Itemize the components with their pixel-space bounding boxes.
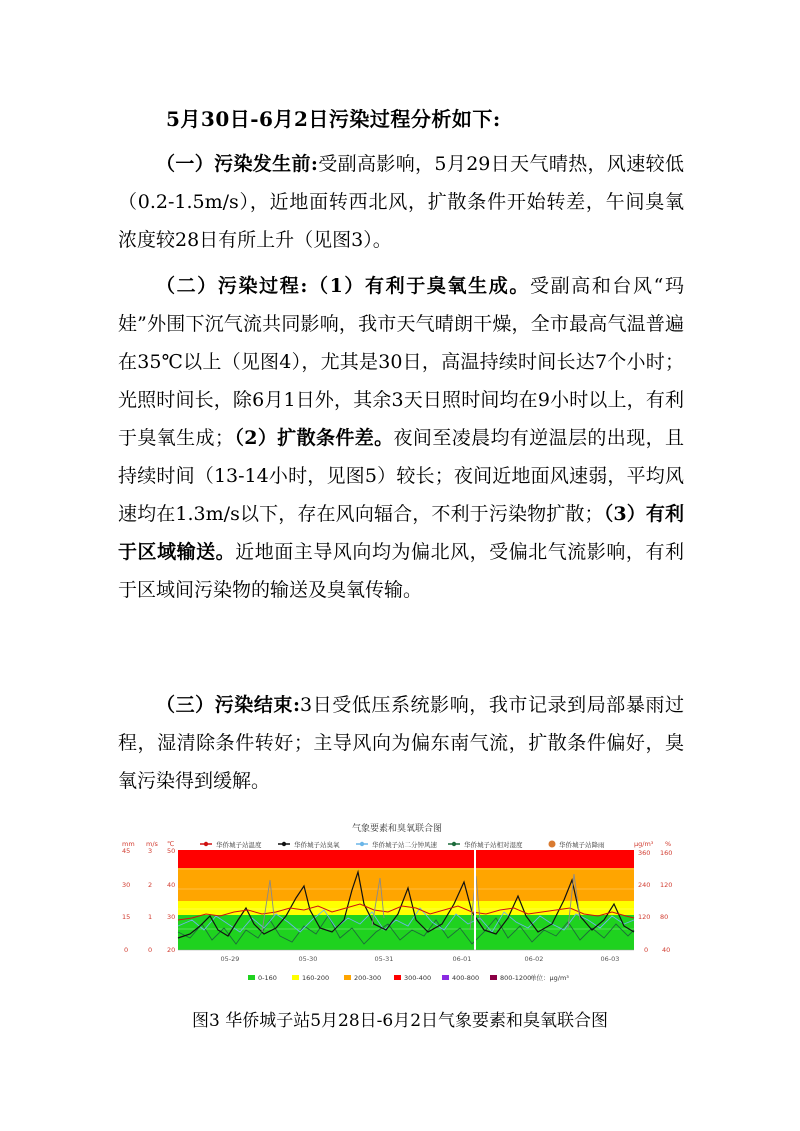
chart-title: 气象要素和臭氧联合图 xyxy=(351,824,443,834)
tick-label: 20 xyxy=(167,946,176,954)
band-legend-label: 160-200 xyxy=(302,974,330,982)
tick-label: 2 xyxy=(148,881,153,889)
band-legend xyxy=(248,973,569,982)
subpoint-text: 夜间至凌晨均有逆温层的出现，且持续时间（13-14小时，见图5）较长；夜间近地面风速弱，平均风速均在1.3m/s以下，存在风向辐合，不利于污染物扩散； xyxy=(118,427,684,525)
legend-wind xyxy=(356,840,438,849)
legend-label: 华侨城子站二分钟风速 xyxy=(372,841,437,849)
tick-label: 360 xyxy=(638,849,651,857)
subpoint-label: （1）有利于臭氧生成。 xyxy=(307,275,530,297)
tick-label: 30 xyxy=(122,881,131,889)
band-legend-label: 800-1200 xyxy=(500,974,532,982)
figure-caption: 图3 华侨城子站5月28日-6月2日气象要素和臭氧联合图 xyxy=(191,1011,609,1031)
band-legend-label: 0-160 xyxy=(258,974,277,982)
band-legend-label: 300-400 xyxy=(404,974,432,982)
tick-label: 0 xyxy=(124,946,129,954)
chart-svg xyxy=(112,820,682,992)
x-tick-label: 05-29 xyxy=(220,955,240,963)
unit-label: % xyxy=(665,840,672,848)
band-legend-label: 400-800 xyxy=(452,974,480,982)
x-tick-label: 05-30 xyxy=(298,955,318,963)
unit-label: m/s xyxy=(146,840,158,848)
combined-chart xyxy=(112,820,682,992)
section-heading: 5月30日-6月2日污染过程分析如下: xyxy=(166,107,501,131)
unit-label: mm xyxy=(122,840,135,848)
tick-label: 240 xyxy=(638,881,651,889)
subpoint-text: 近地面主导风向均为偏北风，受偏北气流影响，有利于区域间污染物的输送及臭氧传输。 xyxy=(118,541,684,601)
tick-label: 0 xyxy=(148,946,153,954)
subpoint-text: 受副高和台风“玛娃”外围下沉气流共同影响，我市天气晴朗干燥，全市最高气温普遍在35℃以上（见图4），尤其是30日，高温持续时间长达7个小时；光照时间长，除6月1日外，其余3天日照时间均在9小时以上，有利于臭氧生成； xyxy=(118,275,684,449)
chart-legend xyxy=(200,840,605,849)
band-unit-label: 单位：μg/m³ xyxy=(530,974,569,982)
tick-label: 1 xyxy=(148,913,153,921)
legend-rain xyxy=(549,840,606,849)
band-red xyxy=(178,850,634,868)
paragraph-text: 3日受低压系统影响，我市记录到局部暴雨过程，湿清除条件转好；主导风向为偏东南气流，扩散条件偏好，臭氧污染得到缓解。 xyxy=(118,694,685,792)
tick-label: 3 xyxy=(148,847,153,855)
legend-ozone xyxy=(278,840,340,849)
tick-label: 160 xyxy=(660,849,673,857)
paragraph-pollution-process xyxy=(118,267,684,609)
tick-label: 45 xyxy=(122,847,131,855)
legend-label: 华侨城子站相对湿度 xyxy=(464,841,523,849)
legend-temperature xyxy=(200,840,262,849)
tick-label: 40 xyxy=(662,946,671,954)
x-tick-label: 06-02 xyxy=(524,955,544,963)
tick-label: 30 xyxy=(167,913,176,921)
right-axis-ticks xyxy=(638,849,672,954)
band-green xyxy=(178,915,634,950)
legend-label: 华侨城子站臭氧 xyxy=(294,841,340,849)
tick-label: 15 xyxy=(122,913,131,921)
tick-label: 120 xyxy=(660,881,673,889)
subpoint-label: （2）扩散条件差。 xyxy=(233,427,394,449)
right-axis-units xyxy=(634,840,671,848)
tick-label: 120 xyxy=(638,913,651,921)
band-legend-label: 200-300 xyxy=(354,974,382,982)
x-tick-label: 05-31 xyxy=(374,955,394,963)
legend-label: 华侨城子站温度 xyxy=(216,841,262,849)
tick-label: 80 xyxy=(660,913,669,921)
tick-label: 40 xyxy=(167,881,176,889)
subpoint-label: （3）有利于区域输送。 xyxy=(118,503,684,563)
unit-label: ℃ xyxy=(167,840,175,848)
left-axis-ticks xyxy=(122,847,175,954)
tick-label: 0 xyxy=(644,946,649,954)
x-axis-labels xyxy=(221,955,620,963)
tick-label: 50 xyxy=(167,847,176,855)
paragraph-before-pollution xyxy=(118,145,684,259)
paragraph-pollution-end xyxy=(118,686,684,800)
paragraph-text: 受副高影响，5月29日天气晴热，风速较低（0.2-1.5m/s），近地面转西北风，扩散条件开始转差，午间臭氧浓度较28日有所上升（见图3）。 xyxy=(118,153,684,251)
x-tick-label: 06-03 xyxy=(600,955,620,963)
legend-label: 华侨城子站降雨 xyxy=(559,841,605,849)
paragraph-label: （二）污染过程: xyxy=(156,275,308,297)
x-tick-label: 06-01 xyxy=(452,955,472,963)
unit-label: μg/m³ xyxy=(634,840,654,848)
legend-humidity xyxy=(448,840,523,849)
paragraph-label: （一）污染发生前: xyxy=(156,153,318,175)
paragraph-label: （三）污染结束: xyxy=(156,694,301,716)
